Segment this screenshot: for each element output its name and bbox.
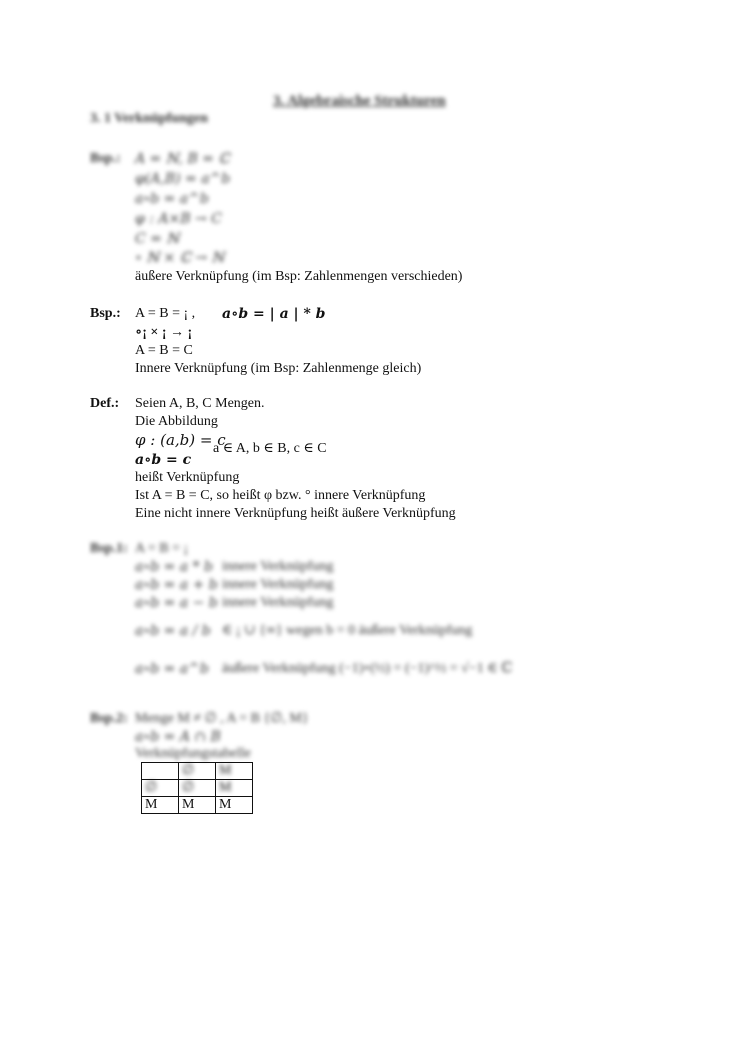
set-condition: a ∈ A, b ∈ B, c ∈ C: [213, 441, 327, 456]
formula-description: innere Verknüpfung: [222, 595, 334, 610]
formula-line: a∘b = a * b: [135, 559, 214, 575]
formula-line: a∘b = a^b: [135, 191, 209, 207]
formula-description: innere Verknüpfung: [222, 559, 334, 574]
formula-line: ∘ ℕ × ℂ → ℕ: [135, 250, 225, 266]
formula-description: innere Verknüpfung: [222, 577, 334, 592]
section-heading: 3. 1 Verknüpfungen: [90, 111, 208, 126]
example-note: Innere Verknüpfung (im Bsp: Zahlenmenge gleich): [135, 361, 422, 376]
table-row: [142, 763, 253, 780]
table-cell: M: [216, 763, 253, 780]
formula-line: a∘b = a − b: [135, 595, 218, 611]
operation-table: [141, 762, 253, 814]
table-cell: ∅: [179, 780, 216, 797]
table-row: [142, 797, 253, 814]
operation-formula: a∘b = c: [135, 452, 192, 468]
mapping-formula: ∘¡ × ¡ → ¡: [135, 325, 193, 340]
example-label: Bsp.:: [90, 151, 121, 166]
table-row: [142, 780, 253, 797]
formula-line: φ(A,B) = a^b: [135, 171, 231, 187]
table-cell: M: [179, 797, 216, 814]
example-label: Bsp.1:: [90, 541, 128, 556]
example-label: Bsp.2:: [90, 711, 128, 726]
definition-text: Eine nicht innere Verknüpfung heißt äußere Verknüpfung: [135, 506, 456, 521]
document-title: 3. Algebraische Strukturen: [273, 93, 446, 109]
table-cell: M: [142, 797, 179, 814]
table-caption: Verknüpfungstabelle: [135, 746, 251, 761]
set-equality: A = B = C: [135, 343, 193, 358]
definition-label: Def.:: [90, 396, 120, 411]
table-cell: ∅: [142, 780, 179, 797]
formula-line: A = ℕ, B = ℂ: [135, 151, 230, 167]
definition-text: Seien A, B, C Mengen.: [135, 396, 265, 411]
formula-line: φ : A×B → C: [135, 211, 222, 227]
formula-line: a∘b = a^b: [135, 661, 209, 677]
formula-line: a∘b = A ∩ B: [135, 729, 221, 745]
definition-text: heißt Verknüpfung: [135, 470, 240, 485]
formula-line: a∘b = a / b: [135, 623, 211, 639]
definition-text: Die Abbildung: [135, 414, 218, 429]
table-cell: M: [216, 780, 253, 797]
formula-line: C = ℕ: [135, 231, 180, 247]
formula-line: a∘b = a + b: [135, 577, 218, 593]
definition-text: Ist A = B = C, so heißt φ bzw. ° innere Verknüpfung: [135, 488, 426, 503]
example-label: Bsp.:: [90, 306, 121, 321]
operation-formula: a∘b = | a | * b: [222, 306, 326, 322]
set-equality: A = B = ¡ ,: [135, 306, 196, 321]
example-note: äußere Verknüpfung (im Bsp: Zahlenmengen verschieden): [135, 269, 463, 284]
table-cell: ∅: [179, 763, 216, 780]
table-cell: [142, 763, 179, 780]
formula-description: äußere Verknüpfung (−1)∘(½) = (−1)^½ = √−1 ∈ ℂ: [222, 661, 513, 676]
set-equality: A = B = ¡: [135, 541, 189, 556]
mapping-formula: φ : (a,b) = c: [135, 431, 226, 449]
table-cell: M: [216, 797, 253, 814]
set-definition: Menge M ≠ ∅ , A = B {∅, M}: [135, 711, 309, 726]
formula-description: ∈ ¡ ∪ {∞} wegen b = 0 äußere Verknüpfung: [222, 623, 473, 638]
